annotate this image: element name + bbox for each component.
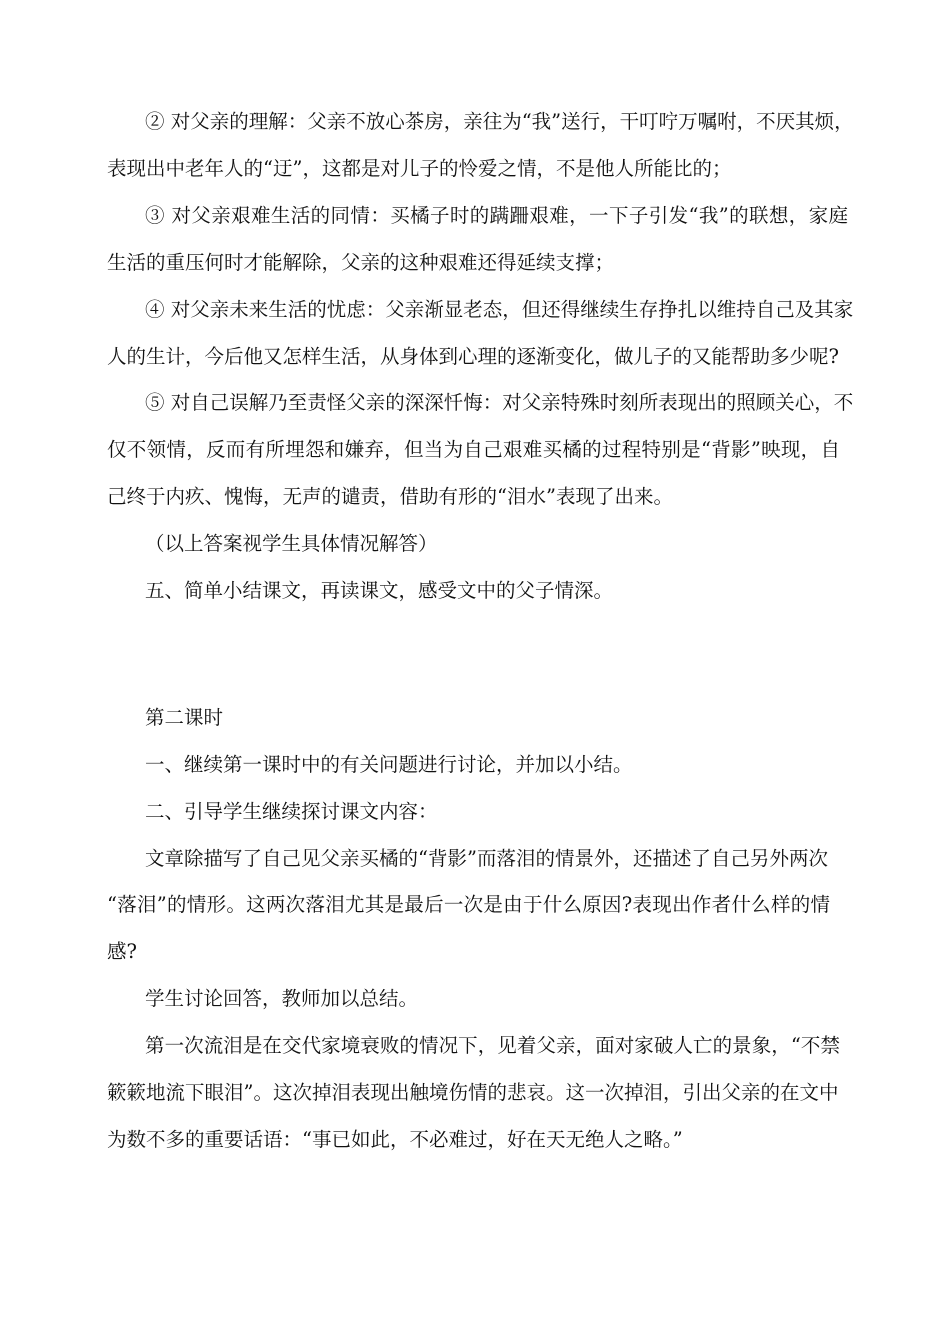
- repentance-line-2: 仅不领情，反而有所埋怨和嫌弃，但当为自己艰难买橘的过程特别是“背影”映现，自: [107, 438, 840, 461]
- answer-note: （以上答案视学生具体情况解答）: [145, 532, 438, 555]
- sympathy-hardship-line-2: 生活的重压何时才能解除，父亲的这种艰难还得延续支撑；: [107, 251, 615, 274]
- question-line-1: 文章除描写了自己见父亲买橘的“背影”而落泪的情景外，还描述了自己另外两次: [145, 847, 828, 870]
- understanding-father-line-2: 表现出中老年人的“迂”，这都是对儿子的怜爱之情，不是他人所能比的；: [107, 157, 732, 180]
- repentance-line-3: 己终于内疚、愧悔，无声的谴责，借助有形的“泪水”表现了出来。: [107, 485, 673, 508]
- repentance-line-1: ⑤ 对自己误解乃至责怪父亲的深深忏悔：对父亲特殊时刻所表现出的照顾关心，不: [145, 391, 854, 414]
- first-tears-line-3: 为数不多的重要话语：“事已如此，不必难过，好在天无绝人之略。”: [107, 1128, 683, 1151]
- first-tears-line-2: 簌簌地流下眼泪”。这次掉泪表现出触境伤情的悲哀。这一次掉泪，引出父亲的在文中: [107, 1081, 839, 1104]
- question-line-3: 感?: [107, 940, 137, 963]
- lesson-two-step-one: 一、继续第一课时中的有关问题进行讨论，并加以小结。: [145, 753, 633, 776]
- lesson-two-title: 第二课时: [145, 706, 224, 729]
- discussion: 学生讨论回答，教师加以总结。: [145, 987, 419, 1010]
- lesson-two-step-two: 二、引导学生继续探讨课文内容：: [145, 800, 438, 823]
- worry-future-line-1: ④ 对父亲未来生活的忧虑：父亲渐显老态，但还得继续生存挣扎以维持自己及其家: [145, 298, 854, 321]
- understanding-father-line-1: ② 对父亲的理解：父亲不放心茶房，亲往为“我”送行，干叮咛万嘱咐，不厌其烦，: [145, 110, 854, 133]
- sympathy-hardship-line-1: ③ 对父亲艰难生活的同情：买橘子时的蹒跚艰难，一下子引发“我”的联想，家庭: [145, 204, 848, 227]
- question-line-2: “落泪”的情形。这两次落泪尤其是最后一次是由于什么原因?表现出作者什么样的情: [107, 893, 830, 916]
- worry-future-line-2: 人的生计，今后他又怎样生活，从身体到心理的逐渐变化，做儿子的又能帮助多少呢?: [107, 345, 839, 368]
- first-tears-line-1: 第一次流泪是在交代家境衰败的情况下，见着父亲，面对家破人亡的景象，“不禁: [145, 1034, 840, 1057]
- step-five: 五、简单小结课文，再读课文，感受文中的父子情深。: [145, 579, 614, 602]
